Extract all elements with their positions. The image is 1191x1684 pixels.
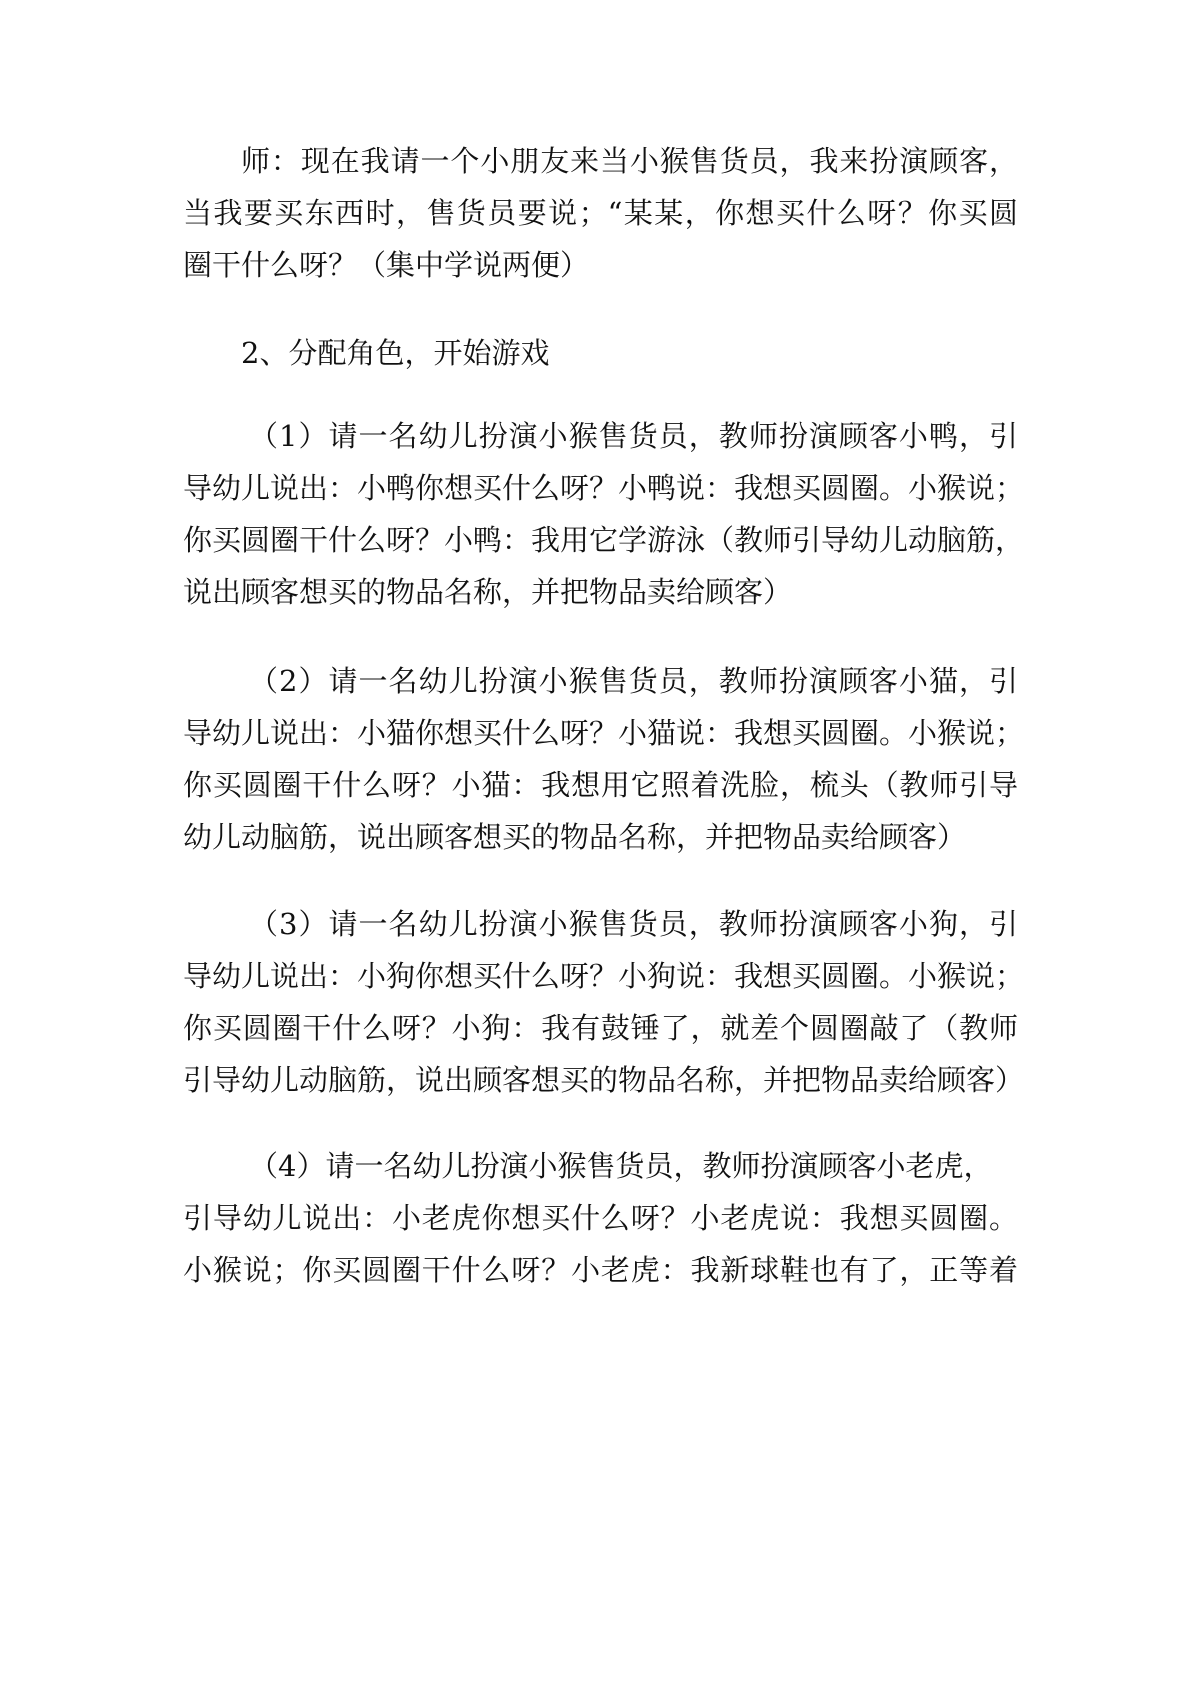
text-line: 引导幼儿动脑筋，说出顾客想买的物品名称，并把物品卖给顾客） [183,1063,1025,1097]
text-line: 引导幼儿说出：小老虎你想买什么呀？小老虎说：我想买圆圈。 [183,1201,1018,1235]
paragraph-teacher-intro [183,135,1018,291]
paragraph-cat [183,655,1025,863]
paragraph-duck [183,410,1025,618]
text-line: 2、分配角色，开始游戏 [241,336,550,370]
text-line: 你买圆圈干什么呀？小狗：我有鼓锤了，就差个圆圈敲了（教师 [183,1011,1018,1045]
text-line: 你买圆圈干什么呀？小猫：我想用它照着洗脸，梳头（教师引导 [183,768,1018,802]
text-line: 导幼儿说出：小猫你想买什么呀？小猫说：我想买圆圈。小猴说； [183,716,1025,750]
text-line: 说出顾客想买的物品名称，并把物品卖给顾客） [183,575,793,609]
text-line: 导幼儿说出：小鸭你想买什么呀？小鸭说：我想买圆圈。小猴说； [183,471,1025,505]
text-line: 当我要买东西时，售货员要说；“某某，你想买什么呀？你买圆 [183,196,1018,230]
text-line: （4）请一名幼儿扮演小猴售货员，教师扮演顾客小老虎， [249,1149,993,1183]
text-line: 圈干什么呀？（集中学说两便） [183,248,590,282]
text-line: （2）请一名幼儿扮演小猴售货员，教师扮演顾客小猫，引 [249,664,1018,698]
text-line: （3）请一名幼儿扮演小猴售货员，教师扮演顾客小狗，引 [249,907,1018,941]
text-line: 幼儿动脑筋，说出顾客想买的物品名称，并把物品卖给顾客） [183,820,967,854]
text-line: 师：现在我请一个小朋友来当小猴售货员，我来扮演顾客， [241,144,1018,178]
text-line: 导幼儿说出：小狗你想买什么呀？小狗说：我想买圆圈。小猴说； [183,959,1025,993]
paragraph-dog [183,898,1025,1106]
text-line: 小猴说；你买圆圈干什么呀？小老虎：我新球鞋也有了，正等着 [183,1253,1018,1287]
text-line: （1）请一名幼儿扮演小猴售货员，教师扮演顾客小鸭，引 [249,419,1018,453]
section-heading-assign-roles [183,327,1018,379]
text-line: 你买圆圈干什么呀？小鸭：我用它学游泳（教师引导幼儿动脑筋， [183,523,1025,557]
paragraph-tiger [183,1140,1018,1296]
